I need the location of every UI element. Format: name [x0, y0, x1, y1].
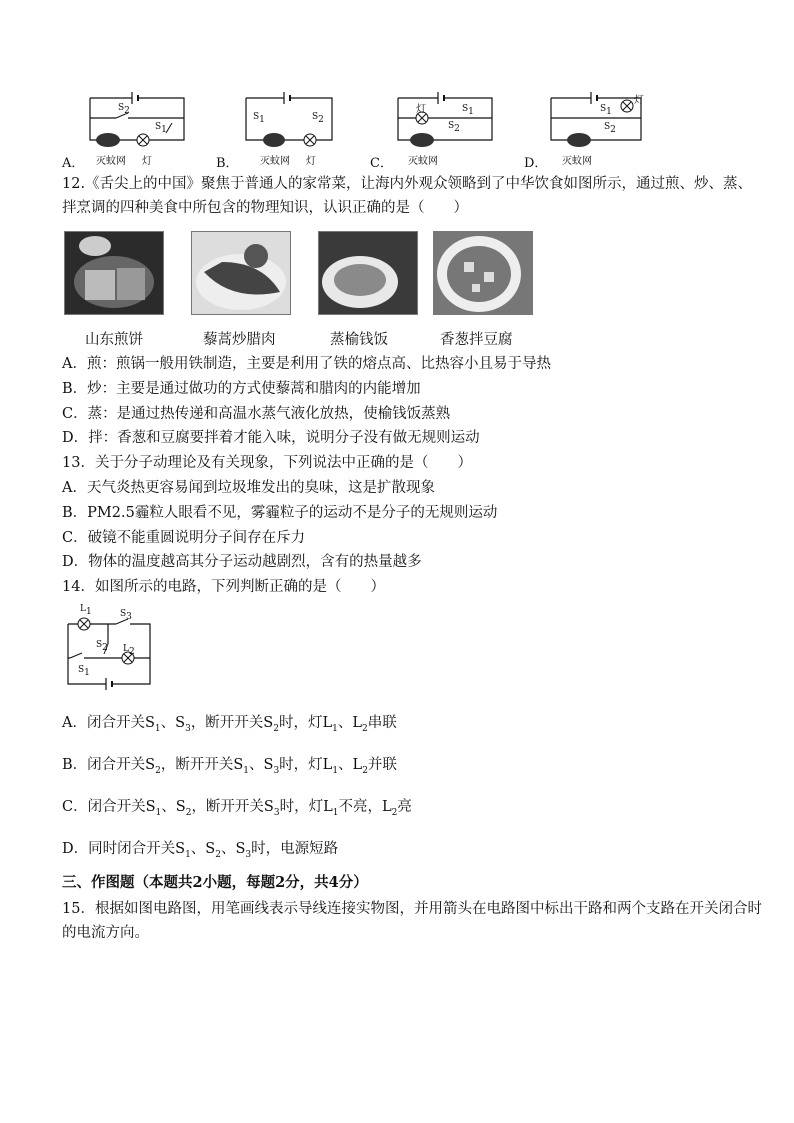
q11-b-s2-label: $S_2$ [312, 112, 324, 125]
q11-d-s2-label: $S_2$ [604, 122, 616, 135]
photo-scallion-tofu [433, 231, 533, 315]
q11-b-lamp-label: 灯 [306, 156, 316, 167]
q13-option-d: D．物体的温度越高其分子运动越剧烈，含有的热量越多 [62, 554, 422, 570]
q13-stem: 13．关于分子动理论及有关现象，下列说法中正确的是（ ） [62, 455, 472, 471]
q11-b-net-label: 灭蚊网 [260, 156, 290, 167]
q11-option-a: A． [62, 156, 85, 171]
caption-scallion-tofu: 香葱拌豆腐 [440, 332, 513, 348]
caption-shandong-pancake: 山东煎饼 [85, 332, 143, 348]
q14-s1-label: $S_1$ [78, 665, 90, 678]
q11-d-lamp-label: 灯 [634, 95, 644, 106]
q14-option-b: B．闭合开关$S_2$，断开开关$S_1$、$S_3$时，灯$L_1$、$L_2$并联 [62, 757, 397, 776]
caption-steamed-elm-rice: 蒸榆钱饭 [330, 332, 388, 348]
q13-option-a: A．天气炎热更容易闻到垃圾堆发出的臭味，这是扩散现象 [62, 480, 435, 496]
q12-option-d: D．拌：香葱和豆腐要拌着才能入味，说明分子没有做无规则运动 [62, 430, 480, 446]
q13-option-c: C．破镜不能重圆说明分子间存在斥力 [62, 530, 306, 546]
q14-option-c: C．闭合开关$S_1$、$S_2$，断开开关$S_3$时，灯$L_1$不亮，$L_2$亮 [62, 799, 412, 818]
q14-s2-label: $S_2$ [96, 640, 108, 653]
q12-stem-line2: 拌烹调的四种美食中所包含的物理知识，认识正确的是（ ） [62, 200, 468, 216]
q11-c-lamp-label: 灯 [416, 104, 426, 115]
q14-stem: 14．如图所示的电路，下列判断正确的是（ ） [62, 579, 385, 595]
circuit-diagram-a [88, 88, 188, 154]
section-3-heading: 三、作图题（本题共2小题，每题2分，共4分） [62, 874, 368, 891]
photo-shandong-pancake [64, 231, 164, 315]
q13-option-b: B．PM2.5霾粒人眼看不见，雾霾粒子的运动不是分子的无规则运动 [62, 505, 498, 521]
q15-stem-line2: 的电流方向。 [62, 925, 149, 941]
q14-s3-label: $S_3$ [120, 609, 132, 622]
q11-option-b: B． [216, 156, 239, 171]
q11-a-s2-label: $S_2$ [118, 103, 130, 116]
photo-steamed-elm-rice [318, 231, 418, 315]
q14-l2-label: $L_2$ [123, 644, 135, 657]
q14-option-d: D．同时闭合开关$S_1$、$S_2$、$S_3$时，电源短路 [62, 841, 339, 860]
circuit-diagram-c [396, 88, 496, 154]
caption-artemisia-bacon: 藜蒿炒腊肉 [203, 332, 276, 348]
q14-l1-label: $L_1$ [80, 604, 92, 617]
q11-d-s1-label: $S_1$ [600, 104, 612, 117]
q11-b-s1-label: $S_1$ [253, 112, 265, 125]
circuit-diagram-d [549, 88, 645, 154]
q12-stem-line1: 12.《舌尖上的中国》聚焦于普通人的家常菜，让海内外观众领略到了中华饮食如图所示，通过煎、炒、蒸、 [62, 176, 753, 192]
q11-option-d: D． [524, 156, 548, 171]
q14-option-a: A．闭合开关$S_1$、$S_3$，断开开关$S_2$时，灯$L_1$、$L_2$串联 [62, 715, 397, 734]
q12-option-b: B．炒：主要是通过做功的方式使藜蒿和腊肉的内能增加 [62, 381, 421, 397]
q11-c-net-label: 灭蚊网 [408, 156, 438, 167]
photo-artemisia-bacon [191, 231, 291, 315]
q12-option-c: C．蒸：是通过热传递和高温水蒸气液化放热，使榆钱饭蒸熟 [62, 406, 451, 422]
q12-option-a: A．煎：煎锅一般用铁制造，主要是利用了铁的熔点高、比热容小且易于导热 [62, 356, 551, 372]
q11-option-c: C． [370, 156, 393, 171]
q15-stem-line1: 15．根据如图电路图，用笔画线表示导线连接实物图，并用箭头在电路图中标出干路和两个支路在开关闭合时 [62, 901, 762, 917]
q11-a-lamp-label: 灯 [142, 156, 152, 167]
q11-a-s1-label: $S_1$ [155, 122, 167, 135]
q11-c-s1-label: $S_1$ [462, 104, 474, 117]
q11-c-s2-label: $S_2$ [448, 121, 460, 134]
q11-a-net-label: 灭蚊网 [96, 156, 126, 167]
q11-d-net-label: 灭蚊网 [562, 156, 592, 167]
